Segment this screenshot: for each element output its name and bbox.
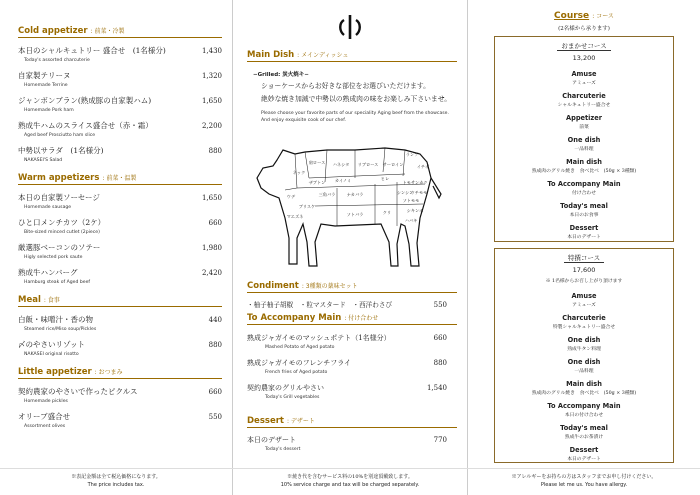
course-item-en: Amuse	[571, 70, 597, 78]
item-price: 660	[208, 388, 222, 396]
cow-part-label: ヒレ	[380, 176, 390, 181]
cow-part-label: ブリスケ	[298, 204, 316, 209]
course-item	[495, 446, 673, 462]
item-name: ジャンボンブラン(熟成豚の自家製ハム)	[18, 96, 152, 105]
section-title-jp: : 付け合わせ	[344, 315, 379, 322]
menu-item	[18, 314, 222, 332]
cow-part-label: トモサンカク	[402, 180, 428, 185]
menu-item	[18, 145, 222, 163]
course-item-jp: 本日のデザート	[567, 235, 601, 240]
cow-part-label: ソトモモ	[402, 198, 420, 203]
item-en: Homemade sausage	[24, 205, 72, 210]
section-title-cold-appetizer	[18, 26, 222, 38]
section-title-accompany	[247, 313, 457, 325]
item-name: 厳選豚ベーコンのソテー	[18, 243, 101, 252]
menu-item	[18, 411, 222, 429]
course-item-jp: 熟成牛タン料理	[567, 347, 601, 352]
item-name: 契約農家のグリルやさい	[247, 384, 324, 392]
item-price: 2,420	[201, 269, 222, 277]
item-price: 880	[208, 147, 222, 155]
menu-item	[18, 192, 222, 210]
item-price: 1,540	[426, 384, 447, 392]
cow-part-label: マエズネ	[286, 214, 304, 219]
course-item-jp: 一品料理	[574, 147, 594, 152]
section-title-jp: : 食事	[43, 297, 60, 304]
course-item-en: One dish	[567, 336, 601, 344]
course-item-jp: 熟成牛のお茶漬け	[564, 435, 604, 440]
cow-part-label: カイノミ	[334, 178, 352, 183]
cow-part-label: イチボ	[416, 164, 430, 169]
course-item	[495, 92, 673, 108]
menu-item	[18, 70, 222, 88]
item-en: Today's Grill vegetables	[265, 395, 320, 400]
course-item-jp: シャルキュトリー盛合せ	[557, 103, 611, 108]
item-en: Mashed Potato of Aged potato	[265, 345, 335, 350]
footer-note-jp: ※焼き代を含むサービス料の10%を別途頂戴致します。	[287, 474, 413, 480]
item-name: 熟成ジャガイモのフレンチフライ	[247, 359, 351, 367]
main-dish-description-jp-1: ショーケースからお好きな部位をお選びいただけます。	[261, 82, 430, 90]
section-title-meal	[18, 295, 222, 307]
course-item-en: Charcuterie	[562, 92, 606, 100]
condiment-item	[247, 299, 457, 309]
item-price: 2,200	[201, 122, 222, 130]
menu-item	[18, 267, 222, 285]
item-en: Today's dessert	[265, 447, 301, 452]
item-en: French fries of Aged potato	[265, 370, 328, 375]
menu-item	[18, 217, 222, 235]
item-en: Hamburg steak of Aged beef	[24, 280, 91, 285]
course-item-jp: 本日のお食事	[569, 213, 599, 218]
section-title-jp: : 前菜・冷製	[90, 28, 125, 35]
course-item-jp: アミューズ	[572, 81, 596, 86]
item-price: 660	[208, 219, 222, 227]
course-item	[495, 314, 673, 330]
section-title-jp: : 3種類の薬味セット	[301, 283, 358, 290]
item-name: 白飯・味噌汁・香の物	[18, 315, 93, 324]
item-en: Homemade Pork ham	[24, 108, 74, 113]
item-name: 中勢以サラダ (1名様分)	[18, 146, 104, 155]
course-box-title	[495, 41, 673, 50]
cow-part-label: ハネシタ	[332, 162, 350, 167]
section-title-text: To Accompany Main	[247, 313, 342, 323]
course-item-jp: 本日の付け合わせ	[564, 413, 604, 418]
item-price: 880	[433, 359, 447, 367]
course-item-jp: 付け合わせ	[572, 191, 596, 196]
right-column	[468, 0, 700, 495]
course-item-en: Appetizer	[566, 114, 602, 122]
footer-left	[0, 468, 232, 495]
cow-part-label: ハバキ	[404, 218, 418, 223]
section-title-text: Main Dish	[247, 50, 295, 60]
item-name: ひと口メンチカツ（2ケ）	[18, 218, 106, 227]
section-title-jp: : おつまみ	[94, 369, 123, 376]
course-item-jp: 熟成肉のグリル焼き 食べ比べ (50g × 3種類)	[531, 391, 637, 396]
item-en: Homemade Terrine	[24, 83, 68, 88]
menu-item	[247, 333, 457, 350]
course-item	[495, 114, 673, 130]
course-item-en: One dish	[567, 358, 601, 366]
cow-part-label: サーロイン	[382, 162, 404, 167]
section-title-main-dish	[247, 50, 457, 62]
item-price: 880	[208, 341, 222, 349]
item-price: 660	[433, 334, 447, 342]
item-price: 1,650	[201, 97, 222, 105]
item-price: 1,430	[201, 47, 222, 55]
section-title-condiment	[247, 281, 457, 293]
item-name: 本日のデザート	[247, 436, 296, 444]
course-item-en: Today's meal	[560, 424, 608, 432]
middle-column	[232, 0, 468, 495]
footer-note-en: Please let me us. You have allergy.	[540, 482, 628, 488]
footer-note-jp: ※表記金額は全て税込価格になります。	[71, 474, 161, 480]
menu-item	[18, 242, 222, 260]
section-title-text: Warm appetizers	[18, 173, 100, 183]
section-title-warm-appetizers	[18, 173, 222, 185]
course-item-en: Today's meal	[560, 202, 608, 210]
footer-right	[468, 468, 700, 495]
main-dish-description-en-1: Please choose your favorite parts of our speciality Aging beef from the showcase.	[261, 111, 449, 116]
course-box-title-text: 特撰コース	[564, 254, 604, 263]
section-title-text: Dessert	[247, 416, 284, 426]
course-box-note: ※ 1名様からお召し上がり頂けます	[545, 279, 623, 284]
item-name: 本日の自家製ソーセージ	[18, 193, 100, 202]
section-title-dessert	[247, 416, 457, 428]
section-title-jp: : 前菜・温製	[102, 175, 137, 182]
item-price: 550	[208, 413, 222, 421]
item-price: 440	[208, 316, 222, 324]
course-box-title	[495, 253, 673, 262]
menu-item	[247, 383, 457, 400]
menu-item	[18, 45, 222, 63]
cow-part-label: ナカバラ	[346, 192, 364, 197]
cow-part-label: クリ	[382, 210, 392, 215]
course-title-jp: : コース	[592, 13, 614, 20]
item-en: Today's assorted charcuterie	[24, 58, 90, 63]
course-item-jp: 本日のデザート	[567, 457, 601, 462]
course-box-price: 17,600	[572, 266, 596, 274]
course-item-en: Charcuterie	[562, 314, 606, 322]
course-item	[495, 136, 673, 152]
course-item-jp: 一品料理	[574, 369, 594, 374]
cow-part-label: ランプ	[405, 152, 419, 157]
cow-part-label: ソトバラ	[346, 212, 364, 217]
course-item-en: Dessert	[569, 224, 599, 232]
section-title-text: Cold appetizer	[18, 26, 88, 36]
course-box-special	[494, 248, 674, 463]
item-en: Steamed rice/Miso soup/Pickles	[24, 327, 97, 332]
menu-item	[18, 339, 222, 357]
section-title-jp: : デザート	[286, 418, 315, 425]
course-item	[495, 224, 673, 240]
course-item	[495, 424, 673, 440]
section-title-little-appetizer	[18, 367, 222, 379]
course-item	[495, 292, 673, 308]
section-title-text: Little appetizer	[18, 367, 92, 377]
cow-part-label: リブロース	[357, 162, 379, 167]
course-item	[495, 336, 673, 352]
item-price: 1,980	[201, 244, 222, 252]
menu-item	[18, 95, 222, 113]
item-en: Assortment olives	[24, 424, 66, 429]
grilled-label: −Grilled: 炭火焼キ−	[253, 72, 309, 78]
course-box-price: 13,200	[572, 54, 596, 62]
course-box-title-text: おまかせコース	[557, 42, 610, 51]
course-item-en: Amuse	[571, 292, 597, 300]
main-dish-description-jp-2: 絶妙な焼き加減で中勢以の熟成肉の味をお楽しみ下さいませ。	[261, 95, 452, 103]
course-note: (2名様から承ります)	[558, 26, 610, 32]
course-item	[495, 402, 673, 418]
item-price: 770	[433, 436, 447, 444]
course-item	[495, 158, 673, 174]
course-item-en: Main dish	[566, 380, 602, 388]
item-name: 自家製テリーヌ	[18, 71, 71, 80]
footer-note-en: 10% service charge and tax will be charged separately.	[280, 482, 420, 488]
item-name: 契約農家のやさいで作ったピクルス	[18, 387, 138, 396]
item-en: Aged beef Prosciutto ham slice	[24, 133, 96, 138]
item-price: 1,650	[201, 194, 222, 202]
menu-item	[247, 435, 457, 452]
section-title-jp: : メインディッシュ	[297, 52, 349, 59]
cow-part-label: ザブトン	[308, 180, 326, 185]
item-en: Bite-sized minced cutlet (2piece)	[24, 230, 100, 235]
course-item-en: Dessert	[569, 446, 599, 454]
cow-part-label: シンシン	[396, 190, 414, 195]
cow-part-label: ウデ	[286, 194, 296, 199]
course-title-text: Course	[554, 11, 590, 21]
main-dish-description-en-2: And enjoy exquisite cook of our chef.	[261, 118, 346, 123]
item-name: 熟成牛ハンバーグ	[18, 268, 78, 277]
left-column	[0, 0, 232, 495]
course-item	[495, 180, 673, 196]
beef-cuts-diagram	[255, 138, 445, 278]
footer-note-jp: ※アレルギーをお持ちの方はスタッフまでお申し付けください。	[511, 474, 657, 480]
item-name: 本日のシャルキュトリー 盛合せ (1名様分)	[18, 46, 166, 55]
section-title-text: Meal	[18, 295, 41, 305]
course-item-jp: アミューズ	[572, 303, 596, 308]
footer-mid	[232, 468, 468, 495]
course-item-en: One dish	[567, 136, 601, 144]
course-item	[495, 70, 673, 86]
item-en: Higly selected pork saute	[24, 255, 83, 260]
logo-icon	[338, 14, 362, 40]
item-price: 550	[433, 301, 447, 309]
cow-part-label: ネック	[292, 170, 306, 175]
course-item-en: Main dish	[566, 158, 602, 166]
cow-part-label: シキンボ	[406, 208, 424, 213]
item-name: 熟成ジャガイモのマッシュポテト（1名様分）	[247, 334, 391, 342]
menu-item	[18, 120, 222, 138]
cow-part-label: 三角バラ	[318, 192, 336, 197]
item-name: 熟成牛ハムのスライス盛合せ（赤・霜）	[18, 121, 153, 130]
course-item	[495, 202, 673, 218]
menu-item	[247, 358, 457, 375]
course-item-jp: 前菜	[579, 125, 589, 130]
item-name: ・柚子柚子胡椒 ・粒マスタード ・西洋わさび	[247, 301, 393, 309]
section-title-text: Condiment	[247, 281, 299, 291]
item-name: 〆のやさいリゾット	[18, 340, 86, 349]
item-en: NAKASEI'S Salad	[24, 158, 63, 163]
item-en: Homemade pickles	[24, 399, 68, 404]
course-item	[495, 380, 673, 396]
course-item-jp: 特製シャルキュトリー盛合せ	[552, 325, 616, 330]
cow-part-label: ウチモモ	[410, 190, 428, 195]
menu-item	[18, 386, 222, 404]
item-price: 1,320	[201, 72, 222, 80]
course-box-omakase	[494, 36, 674, 242]
item-en: NAKASEI original risotto	[24, 352, 79, 357]
cow-part-label: 肩ロース	[308, 160, 326, 165]
course-item	[495, 358, 673, 374]
item-name: オリーブ盛合せ	[18, 412, 71, 421]
course-item-en: To Accompany Main	[547, 402, 621, 410]
footer-note-en: The price includes tax.	[87, 482, 145, 488]
course-item-jp: 熟成肉のグリル焼き 食べ比べ (50g × 3種類)	[531, 169, 637, 174]
course-item-en: To Accompany Main	[547, 180, 621, 188]
course-title	[468, 11, 700, 21]
